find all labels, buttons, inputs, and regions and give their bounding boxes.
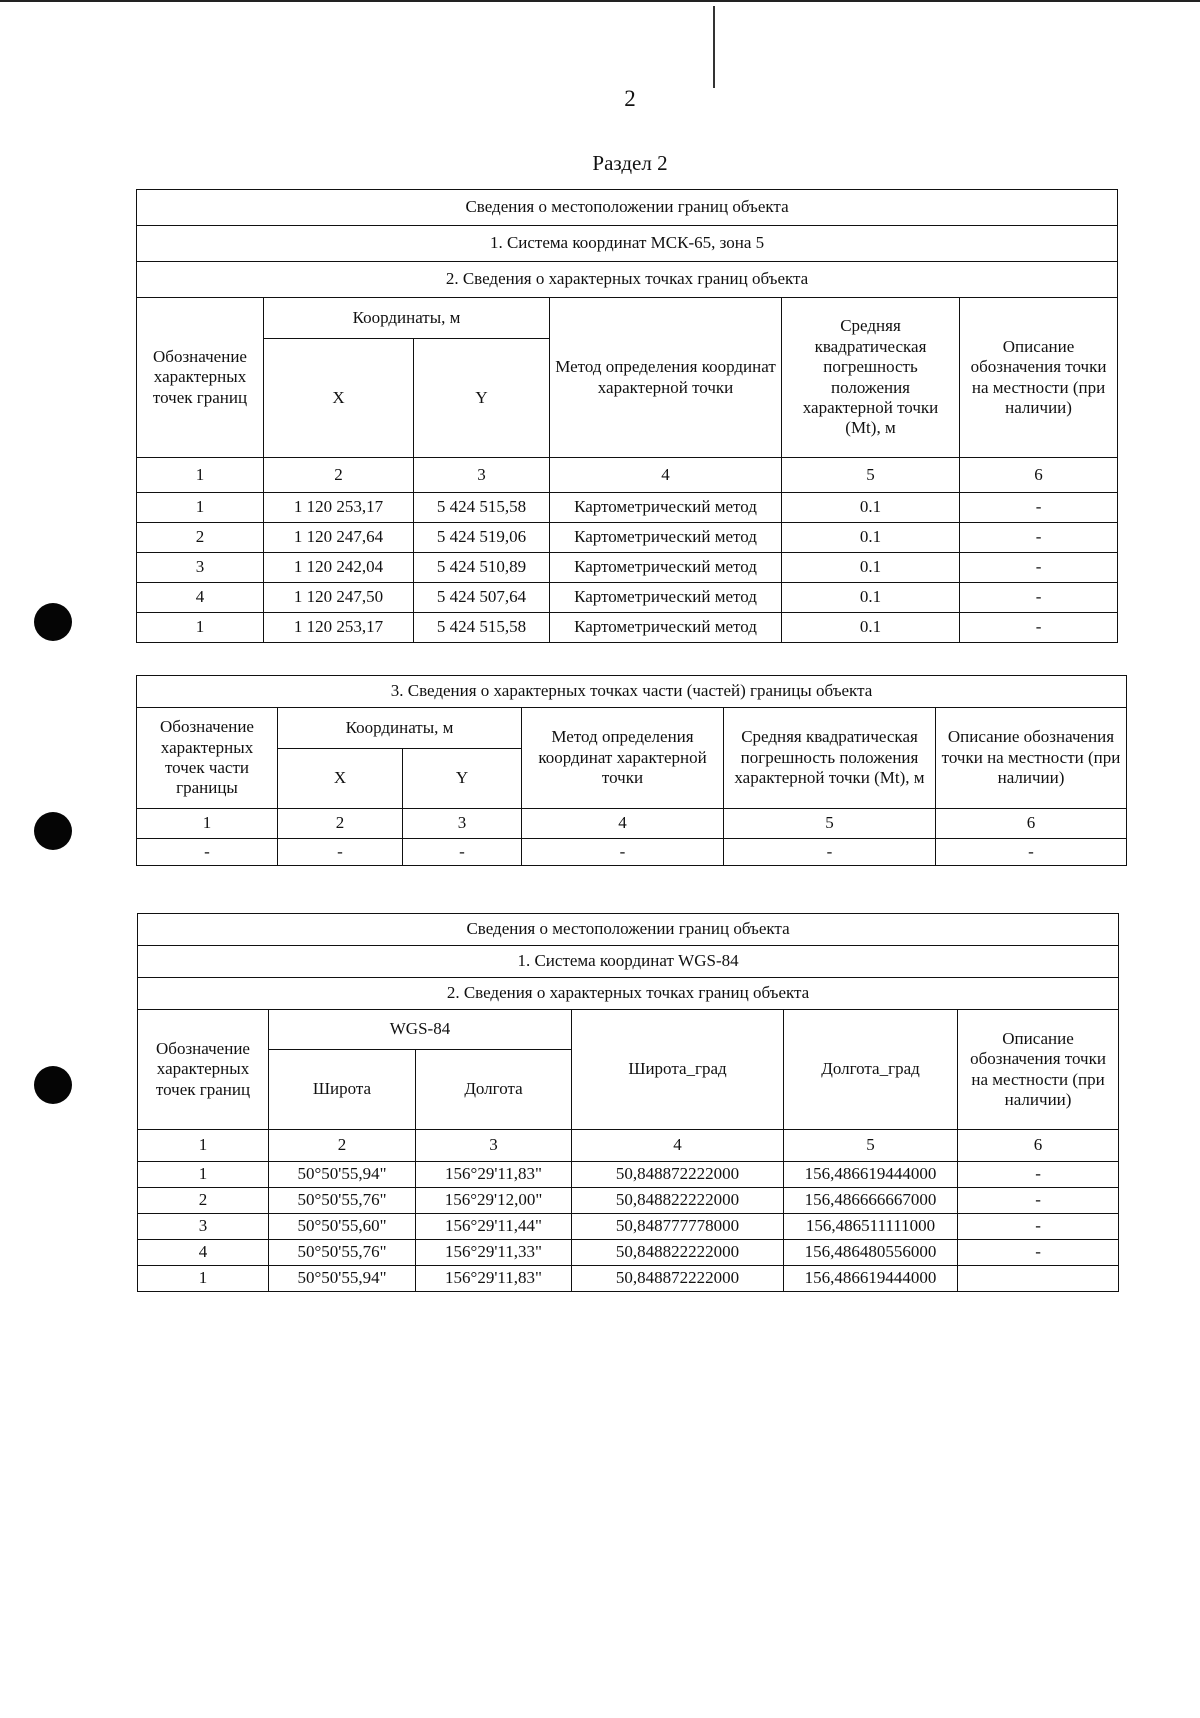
header-designation: Обозначение характерных точек границ [138,1010,269,1130]
punch-hole [34,1066,72,1104]
header-method: Метод определения координат характерной точки [550,298,782,458]
column-number: 1 [138,1130,269,1162]
point-id: 1 [137,613,264,643]
column-number-row [138,1130,1119,1162]
description: - [958,1162,1119,1188]
scan-edge-line [0,0,1200,2]
column-number-row [137,809,1127,839]
table-title: Сведения о местоположении границ объекта [137,190,1118,226]
column-number: 5 [782,458,960,493]
header-error: Средняя квадратическая погрешность положения характерной точки (Mt), м [782,298,960,458]
header-y: Y [403,749,522,809]
longitude-decimal: 156,486619444000 [784,1266,958,1292]
description: - [958,1214,1119,1240]
header-x: X [264,339,414,458]
latitude-decimal: 50,848872222000 [572,1266,784,1292]
latitude-dms: 50°50'55,76" [269,1240,416,1266]
error-value: 0.1 [782,493,960,523]
header-designation: Обозначение характерных точек части границы [137,708,278,809]
column-number: 1 [137,458,264,493]
header-description: Описание обозначения точки на местности (при наличии) [936,708,1127,809]
point-id: 1 [137,493,264,523]
column-number-row [137,458,1118,493]
table-row [138,1266,1119,1292]
column-number: 6 [960,458,1118,493]
header-longitude: Долгота [416,1050,572,1130]
table-subtitle: 2. Сведения о характерных точках границ объекта [137,262,1118,298]
longitude-dms: 156°29'11,83" [416,1266,572,1292]
header-description: Описание обозначения точки на местности (при наличии) [960,298,1118,458]
description: - [960,583,1118,613]
table-row [138,1162,1119,1188]
method: - [522,839,724,866]
description: - [960,613,1118,643]
latitude-decimal: 50,848872222000 [572,1162,784,1188]
method: Картометрический метод [550,613,782,643]
column-number: 2 [264,458,414,493]
header-latitude: Широта [269,1050,416,1130]
table-row [138,1188,1119,1214]
point-id: 2 [138,1188,269,1214]
coordinate-system-label: 1. Система координат МСК-65, зона 5 [137,226,1118,262]
column-number: 3 [416,1130,572,1162]
table-row [137,493,1118,523]
table-row [137,839,1127,866]
coord-y: 5 424 515,58 [414,613,550,643]
column-number: 4 [522,809,724,839]
coord-y: 5 424 510,89 [414,553,550,583]
error-value: - [724,839,936,866]
point-id: - [137,839,278,866]
coord-y: 5 424 507,64 [414,583,550,613]
column-number: 2 [269,1130,416,1162]
coord-x: - [278,839,403,866]
punch-hole [34,603,72,641]
column-number: 6 [936,809,1127,839]
description: - [936,839,1127,866]
header-coordinates: Координаты, м [278,708,522,749]
header-x: X [278,749,403,809]
latitude-decimal: 50,848822222000 [572,1240,784,1266]
header-wgs84: WGS-84 [269,1010,572,1050]
description: - [958,1240,1119,1266]
table-row [137,583,1118,613]
boundary-table-wgs84 [137,913,1119,1292]
column-number: 5 [784,1130,958,1162]
boundary-part-table [136,675,1127,866]
coord-y: - [403,839,522,866]
error-value: 0.1 [782,613,960,643]
column-number: 4 [550,458,782,493]
description: - [960,493,1118,523]
coord-x: 1 120 253,17 [264,493,414,523]
header-y: Y [414,339,550,458]
method: Картометрический метод [550,523,782,553]
description: - [958,1188,1119,1214]
longitude-decimal: 156,486480556000 [784,1240,958,1266]
table-subtitle: 2. Сведения о характерных точках границ объекта [138,978,1119,1010]
table-row [138,1240,1119,1266]
column-number: 4 [572,1130,784,1162]
point-id: 1 [138,1266,269,1292]
latitude-decimal: 50,848822222000 [572,1188,784,1214]
column-number: 1 [137,809,278,839]
header-error: Средняя квадратическая погрешность положения характерной точки (Mt), м [724,708,936,809]
method: Картометрический метод [550,553,782,583]
coord-x: 1 120 247,64 [264,523,414,553]
header-method: Метод определения координат характерной точки [522,708,724,809]
longitude-dms: 156°29'11,33" [416,1240,572,1266]
latitude-dms: 50°50'55,94" [269,1266,416,1292]
table-row [137,613,1118,643]
method: Картометрический метод [550,493,782,523]
coord-y: 5 424 515,58 [414,493,550,523]
latitude-dms: 50°50'55,76" [269,1188,416,1214]
header-description: Описание обозначения точки на местности (при наличии) [958,1010,1119,1130]
point-id: 3 [138,1214,269,1240]
header-coordinates: Координаты, м [264,298,550,339]
column-number: 6 [958,1130,1119,1162]
header-latitude-degrees: Широта_град [572,1010,784,1130]
coord-x: 1 120 247,50 [264,583,414,613]
error-value: 0.1 [782,523,960,553]
column-number: 3 [403,809,522,839]
table-row [138,1214,1119,1240]
longitude-decimal: 156,486511111000 [784,1214,958,1240]
latitude-decimal: 50,848777778000 [572,1214,784,1240]
table-row [137,553,1118,583]
longitude-dms: 156°29'12,00" [416,1188,572,1214]
header-designation: Обозначение характерных точек границ [137,298,264,458]
section-title: Раздел 2 [592,151,668,175]
coord-y: 5 424 519,06 [414,523,550,553]
description [958,1266,1119,1292]
error-value: 0.1 [782,553,960,583]
table-title: Сведения о местоположении границ объекта [138,914,1119,946]
description: - [960,523,1118,553]
table-title: 3. Сведения о характерных точках части (частей) границы объекта [137,676,1127,708]
method: Картометрический метод [550,583,782,613]
header-longitude-degrees: Долгота_град [784,1010,958,1130]
column-number: 5 [724,809,936,839]
table-row [137,523,1118,553]
column-number: 3 [414,458,550,493]
scan-mark-line [713,6,715,88]
coordinate-system-label: 1. Система координат WGS-84 [138,946,1119,978]
longitude-dms: 156°29'11,44" [416,1214,572,1240]
coord-x: 1 120 242,04 [264,553,414,583]
latitude-dms: 50°50'55,94" [269,1162,416,1188]
point-id: 2 [137,523,264,553]
boundary-table-msk [136,189,1118,643]
page-number: 2 [624,86,636,111]
column-number: 2 [278,809,403,839]
error-value: 0.1 [782,583,960,613]
point-id: 4 [137,583,264,613]
point-id: 1 [138,1162,269,1188]
longitude-dms: 156°29'11,83" [416,1162,572,1188]
coord-x: 1 120 253,17 [264,613,414,643]
longitude-decimal: 156,486666667000 [784,1188,958,1214]
point-id: 4 [138,1240,269,1266]
description: - [960,553,1118,583]
punch-hole [34,812,72,850]
latitude-dms: 50°50'55,60" [269,1214,416,1240]
longitude-decimal: 156,486619444000 [784,1162,958,1188]
point-id: 3 [137,553,264,583]
